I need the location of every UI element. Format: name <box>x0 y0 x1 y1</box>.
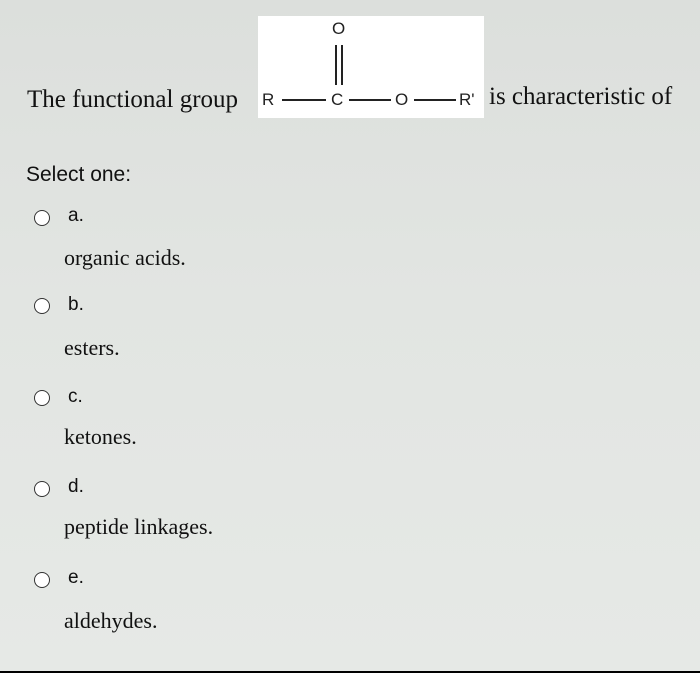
option-d-letter: d. <box>68 476 84 497</box>
single-bond-o-r <box>414 99 456 101</box>
double-bond-left <box>335 45 337 85</box>
ester-structure-diagram <box>258 16 484 118</box>
option-a-letter: a. <box>68 205 84 226</box>
r-group-atom: R <box>262 90 275 109</box>
double-bond-right <box>341 45 343 85</box>
option-c-text[interactable]: ketones. <box>64 424 137 449</box>
select-one-label: Select one: <box>26 163 132 186</box>
option-b-radio[interactable] <box>34 298 50 314</box>
option-e-letter: e. <box>68 567 84 588</box>
option-c-radio[interactable] <box>34 390 50 406</box>
single-bond-c-o <box>349 99 391 101</box>
option-a-text[interactable]: organic acids. <box>64 245 186 270</box>
carbonyl-oxygen-atom: O <box>332 19 346 38</box>
option-b-text[interactable]: esters. <box>64 335 120 360</box>
question-text-start: The functional group <box>27 86 239 113</box>
single-bond-r-c <box>282 99 326 101</box>
option-b-letter: b. <box>68 294 84 315</box>
ester-oxygen-atom: O <box>395 90 409 109</box>
option-e-radio[interactable] <box>34 572 50 588</box>
option-c-letter: c. <box>68 386 83 407</box>
question-text-end: is characteristic of <box>489 83 673 110</box>
option-d-text[interactable]: peptide linkages. <box>64 514 214 539</box>
carbon-atom: C <box>331 90 344 109</box>
option-d-radio[interactable] <box>34 481 50 497</box>
r-prime-group-atom: R' <box>459 90 475 109</box>
option-e-text[interactable]: aldehydes. <box>64 608 158 633</box>
option-a-radio[interactable] <box>34 210 50 226</box>
